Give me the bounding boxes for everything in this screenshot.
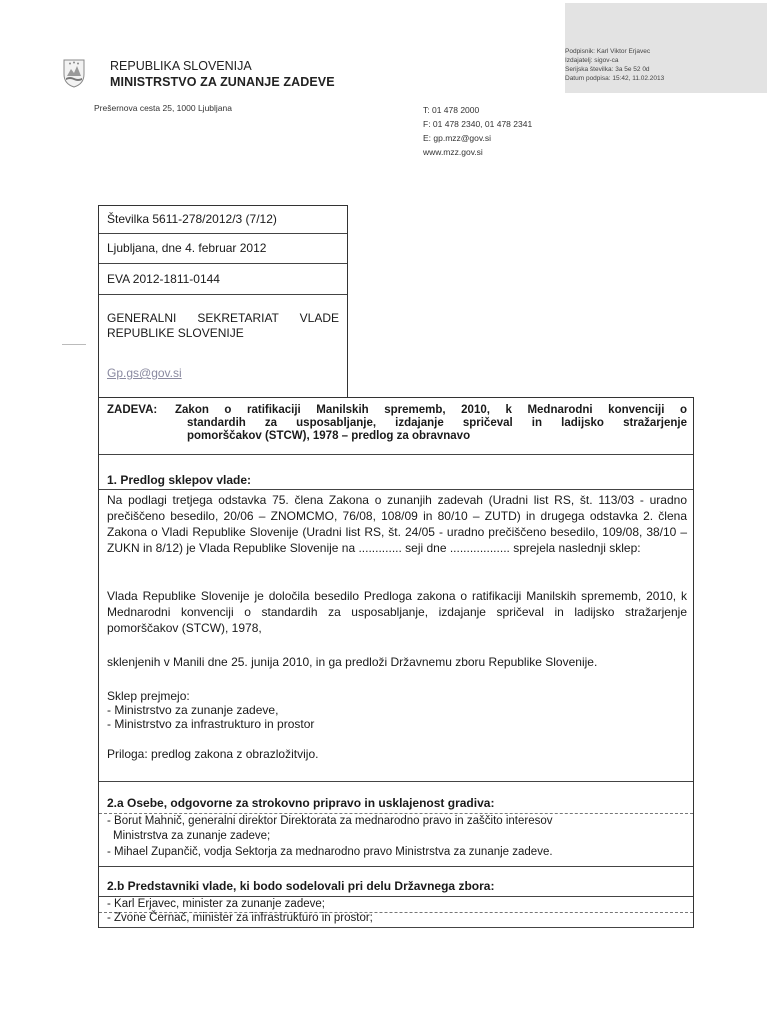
government-representative: - Zvone Černač, minister za infrastrukturo in prostor; [107, 912, 373, 924]
divider [99, 489, 693, 490]
subject-line-2: standardih za usposabljanje, izdajanje spričeval in ladijsko stražarjenje [187, 417, 687, 429]
divider [99, 896, 693, 897]
divider [99, 454, 693, 455]
proposal-table [98, 397, 694, 928]
section-2a-heading: 2.a Osebe, odgovorne za strokovno pripravo in usklajenost gradiva: [107, 796, 495, 810]
ministry-heading [110, 58, 335, 90]
addressee [107, 311, 339, 341]
signature-signer: Podpisnik: Karl Viktor Erjavec [565, 48, 651, 55]
document-date: Ljubljana, dne 4. februar 2012 [107, 241, 267, 255]
subject-label: ZADEVA: [107, 404, 158, 416]
email-link[interactable]: E: gp.mzz@gov.si [423, 133, 491, 143]
org-name: REPUBLIKA SLOVENIJA [110, 59, 252, 73]
coat-of-arms-icon [62, 58, 86, 88]
government-representative: - Karl Erjavec, minister za zunanje zadeve; [107, 898, 325, 910]
phone: T: 01 478 2000 [423, 105, 480, 115]
website-link[interactable]: www.mzz.gov.si [423, 147, 483, 157]
subject-line-3: pomorščakov (STCW), 1978 – predlog za obravnavo [187, 430, 471, 442]
addressee-line-1: GENERALNI SEKRETARIAT VLADE [107, 311, 339, 325]
addressee-line-2: REPUBLIKE SLOVENIJE [107, 326, 244, 340]
section-1-paragraph-1: Na podlagi tretjega odstavka 75. člena Zakona o zunanjih zadevah (Uradni list RS, št. 113/03 - uradno prečiščeno besedilo, 20/06 – ZNOMCMO, 76/08, 108/09 in 80/10 – ZUTD) in drugega odstavka 2. člena Zakona o Vladi Republike Slovenije (Uradni list RS, št. 24/05 - uradno prečiščeno besedilo, 109/08, 38/10 – ZUKN in 8/12) je Vlada Republike Slovenije na ............. seji dne .................. sprejela naslednji sklep: [107, 493, 687, 555]
section-1-paragraph-3: sklenjenih v Manili dne 25. junija 2010, in ga predloži Državnemu zboru Republike Slovenije. [107, 655, 598, 669]
addressee-email-link[interactable]: Gp.gs@gov.si [107, 366, 182, 380]
ministry-address: Prešernova cesta 25, 1000 Ljubljana [94, 103, 232, 113]
divider [99, 866, 693, 867]
section-2b-heading: 2.b Predstavniki vlade, ki bodo sodelovali pri delu Državnega zbora: [107, 879, 495, 893]
document-meta-box [98, 205, 348, 398]
ministry-name: MINISTRSTVO ZA ZUNANJE ZADEVE [110, 75, 335, 89]
divider [99, 927, 693, 928]
fold-mark [62, 344, 86, 345]
responsible-person-cont: Ministrstva za zunanje zadeve; [113, 830, 271, 842]
signature-lines [565, 47, 664, 83]
fax: F: 01 478 2340, 01 478 2341 [423, 119, 533, 129]
divider [99, 813, 693, 814]
section-1-heading: 1. Predlog sklepov vlade: [107, 473, 252, 487]
recipient-item: - Ministrstvo za infrastrukturo in prostor [107, 717, 315, 731]
divider [99, 781, 693, 782]
signature-date: Datum podpisa: 15:42, 11.02.2013 [565, 75, 665, 82]
meta-eva-row [99, 264, 347, 295]
subject-line-1: Zakon o ratifikaciji Manilskih sprememb, 2010, k Mednarodni konvenciji o [175, 404, 687, 416]
digital-signature-box [565, 3, 767, 93]
section-1-paragraph-2: Vlada Republike Slovenije je določila besedilo Predloga zakona o ratifikaciji Manilskih sprememb, 2010, k Mednarodni konvenciji o standardih za usposabljanje, izdajanje spričeval in ladijsko stražarjenje pomorščakov (STCW), 1978, [107, 589, 687, 635]
document-number: Številka 5611-278/2012/3 (7/12) [107, 212, 277, 226]
responsible-person: - Mihael Zupančič, vodja Sektorja za mednarodno pravo Ministrstva za zunanje zadeve. [107, 846, 553, 858]
attachment-note: Priloga: predlog zakona z obrazložitvijo. [107, 747, 319, 761]
signature-issuer: Izdajatelj: sigov-ca [565, 57, 619, 64]
signature-serial: Serijska številka: 3a 5e 52 0d [565, 66, 650, 73]
meta-number-row [99, 206, 347, 234]
meta-date-row [99, 234, 347, 264]
eva-number: EVA 2012-1811-0144 [107, 272, 220, 286]
recipient-item: - Ministrstvo za zunanje zadeve, [107, 703, 279, 717]
contact-block [423, 103, 532, 159]
responsible-person: - Borut Mahnič, generalni direktor Direktorata za mednarodno pravo in zaščito interesov [107, 815, 553, 827]
recipients-label: Sklep prejmejo: [107, 689, 190, 703]
